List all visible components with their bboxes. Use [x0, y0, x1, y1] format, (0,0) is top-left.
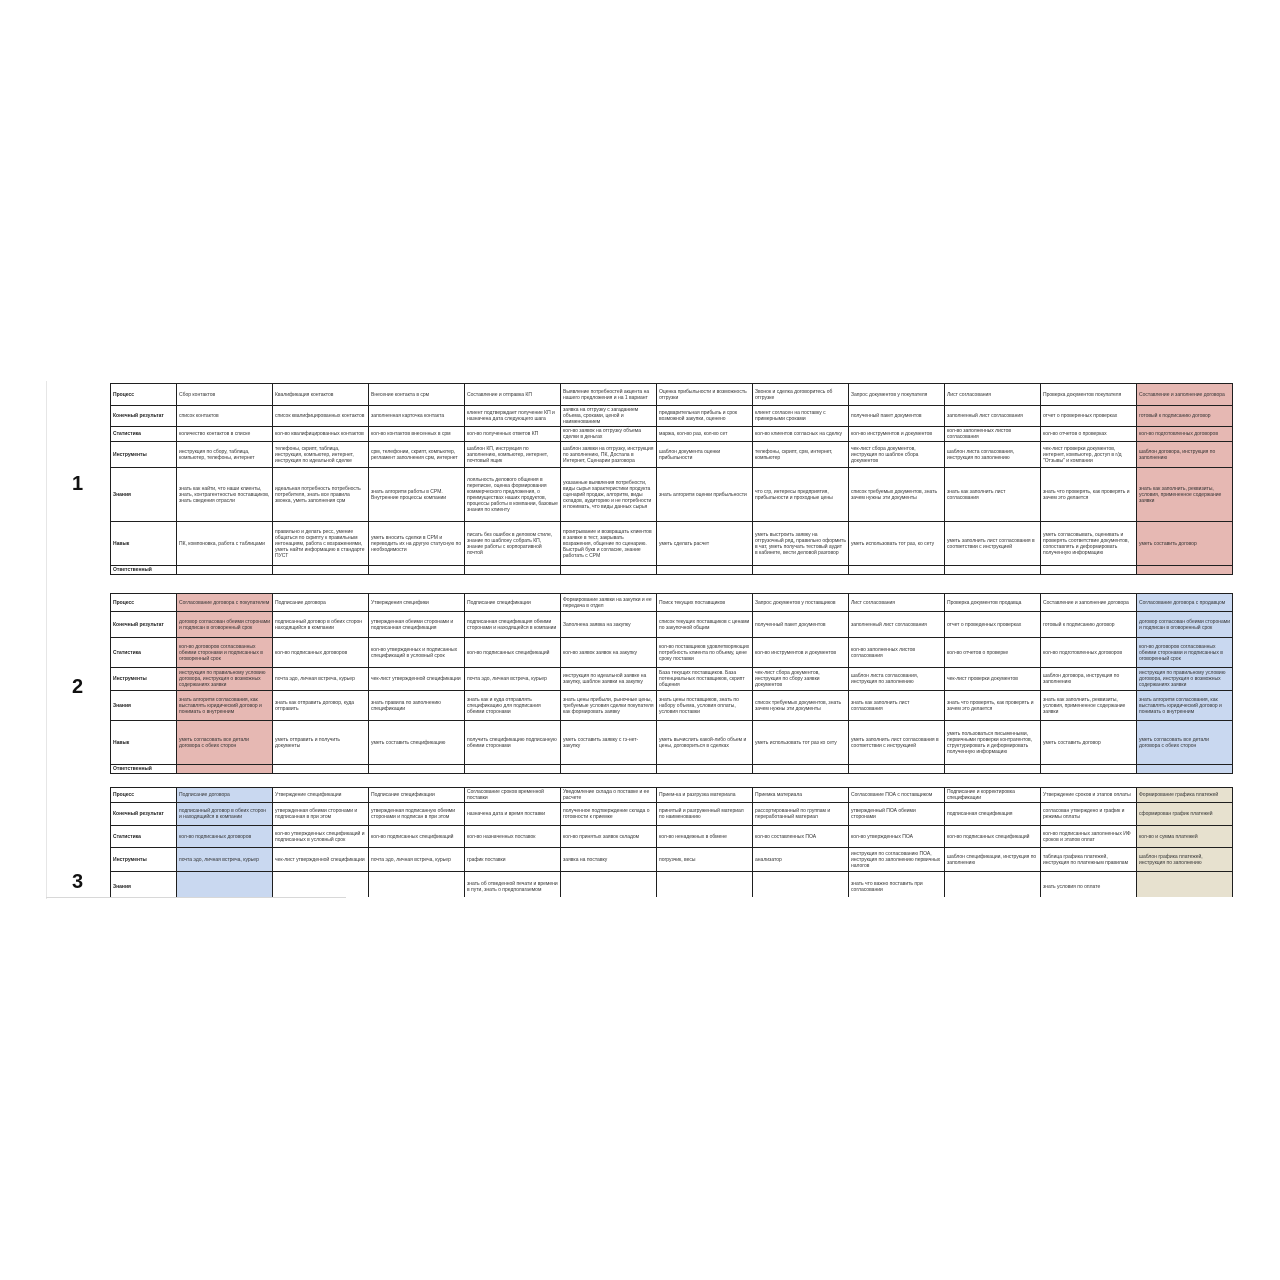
table-row [111, 826, 1233, 848]
table-cell[interactable]: знать как заполнить, реквизиты, условия, примененное содержание заявки [1041, 691, 1137, 721]
table-cell[interactable]: утвержденная подписанную обеими сторонами и подписан в при этом [369, 803, 465, 826]
table-cell[interactable]: Внесение контакта в срм [369, 384, 465, 406]
table-cell[interactable]: шаблон графика платежей, инструкция по заполнению [1137, 848, 1233, 872]
table-cell[interactable]: уметь согласовать все детали договора с обеих сторон [1137, 721, 1233, 765]
row-label: Знания [111, 872, 177, 898]
table-cell[interactable]: готовый к подписанию договор [1137, 406, 1233, 427]
table-cell[interactable]: почта эдо, личная встреча, курьер [465, 668, 561, 691]
row-label: Процесс [111, 384, 177, 406]
table-cell[interactable]: уметь заполнить лист согласования в соответствии с инструкцией [945, 522, 1041, 566]
table-cell[interactable]: уметь согласовать все детали договора с обеих сторон [177, 721, 273, 765]
table-cell[interactable]: получить спецификацию подписанную обеими сторонами [465, 721, 561, 765]
table-cell[interactable] [177, 566, 273, 575]
table-cell[interactable]: знать условия по оплате [1041, 872, 1137, 898]
table-cell[interactable]: знать цены поставщиков, знать по набору объема, условия оплаты, условия поставки [657, 691, 753, 721]
grid-table [110, 383, 1233, 575]
table-cell[interactable]: уметь согласовывать, оценивать и проверять соответствие документов, сопоставлять и деформировать полученную информацию [1041, 522, 1137, 566]
table-cell[interactable] [561, 872, 657, 898]
table-cell[interactable]: знать цены прибыли, рыночные цены, требуемые условия сделки покупателя как формировать заявку [561, 691, 657, 721]
table-cell[interactable]: уметь составить договор [1137, 522, 1233, 566]
row-number-gutter [46, 381, 109, 899]
table-cell[interactable]: чек-лист сбора документов, инструкция по шаблон сбора документов [849, 442, 945, 468]
row-label: Ответственный [111, 566, 177, 575]
table-cell[interactable]: список контактов [177, 406, 273, 427]
table-row [111, 384, 1233, 406]
table-cell[interactable]: отчет о проверенных проверках [1041, 406, 1137, 427]
table-cell[interactable]: срм, телефонии, скрипт, компьютер, регламент заполнения срм, интернет [369, 442, 465, 468]
table-cell[interactable]: утвержденная обеими сторонами и подписанная в при этом [273, 803, 369, 826]
table-cell[interactable]: телефоны, скрипт, срм, интернет, компьютер [753, 442, 849, 468]
table-cell[interactable]: кол-во утвержденных и подписанных спецификаций в условный срок [369, 638, 465, 668]
table-cell[interactable]: кол-во и сумма платежей [1137, 826, 1233, 848]
row-label: Навык [111, 721, 177, 765]
table-cell[interactable]: знать как заполнить лист согласования [945, 468, 1041, 522]
table-cell[interactable]: знать как заполнить, реквизиты, условия, примененное содержание заявки [1137, 468, 1233, 522]
table-cell[interactable]: кол-во отчетов о проверках [1041, 427, 1137, 442]
table-cell[interactable]: почта эдо, личная встреча, курьер [273, 668, 369, 691]
table-cell[interactable]: готовый к подписанию договор [1041, 612, 1137, 638]
table-cell[interactable]: чек-лист утвержденной спецификации [273, 848, 369, 872]
table-row [111, 522, 1233, 566]
table-cell[interactable]: рассортированный по группам и переработанный материал [753, 803, 849, 826]
table-cell[interactable]: договор согласован обеими сторонами и подписан в оговоренный срок [177, 612, 273, 638]
table-cell[interactable] [657, 566, 753, 575]
table-row [111, 788, 1233, 803]
table-cell[interactable]: шаблон заявки на отгрузку, инструкция по заполнению, ПК, Достала в Интернет, Сценарии разговора [561, 442, 657, 468]
table-cell[interactable]: кол-во клиентов согласных на сделку [753, 427, 849, 442]
table-cell[interactable]: Запрос документов у поставщиков [753, 594, 849, 612]
table-cell[interactable]: знать как отправить договор, куда отправить [273, 691, 369, 721]
table-cell[interactable]: чек-лист сбора документов, инструкция по сбору заявки документов [753, 668, 849, 691]
table-cell[interactable] [849, 765, 945, 774]
table-cell[interactable]: Согласование ПОА с поставщиком [849, 788, 945, 803]
table-cell[interactable]: Проверка документов покупателя [1041, 384, 1137, 406]
table-cell[interactable]: Составление и заполнение договора [1041, 594, 1137, 612]
table-cell[interactable]: полученный пакет документов [849, 406, 945, 427]
table-cell[interactable]: шаблон листа согласования, инструкция по заполнению [945, 442, 1041, 468]
table-cell[interactable] [1041, 765, 1137, 774]
table-cell[interactable]: инструкция по согласованию ПОА, инструкция по заполнению первичных налогов [849, 848, 945, 872]
table-cell[interactable]: кол-во подготовленных договоров [1041, 638, 1137, 668]
table-cell[interactable]: чек-лист проверки документов [945, 668, 1041, 691]
table-cell[interactable]: почта эдо, личная встреча, курьер [369, 848, 465, 872]
table-row [111, 442, 1233, 468]
table-cell[interactable]: Подписание спецификации [369, 788, 465, 803]
table-cell[interactable]: график поставки [465, 848, 561, 872]
table-cell[interactable]: кол-во подписанных спецификаций [465, 638, 561, 668]
table-cell[interactable]: знать об отведенной печати и времени в пути, знать о предполагаемом [465, 872, 561, 898]
table-cell[interactable]: маржа, кол-во раз, кол-во сет [657, 427, 753, 442]
table-cell[interactable]: кол-во подписанных спецификаций [369, 826, 465, 848]
table-cell[interactable]: Оценка прибыльности и возможность отгрузки [657, 384, 753, 406]
table-cell[interactable]: указанные выявления потребности, виды сырья характеристики продукта сценарий продаж, алгоритм, виды складов, аудиторию и не потребности и понимать, что виды данных сырья [561, 468, 657, 522]
table-cell[interactable] [177, 765, 273, 774]
table-cell[interactable]: знать алгоритм работы в CPM. Внутренние процессы компании [369, 468, 465, 522]
table-cell[interactable] [1041, 566, 1137, 575]
table-cell[interactable]: уметь составить спецификацию [369, 721, 465, 765]
grid-table [110, 593, 1233, 774]
table-cell[interactable]: кол-во инструментов и документов [753, 638, 849, 668]
table-cell[interactable]: Запрос документов у покупателя [849, 384, 945, 406]
row-label: Статистика [111, 427, 177, 442]
table-cell[interactable]: предварительная прибыль и срок возможной закупки, оценено [657, 406, 753, 427]
table-cell[interactable] [369, 765, 465, 774]
table-cell[interactable]: принятый и разгруженный материал по наименованию [657, 803, 753, 826]
table-cell[interactable] [945, 765, 1041, 774]
table-cell[interactable]: знать правила по заполнению спецификации [369, 691, 465, 721]
table-cell[interactable]: уметь сделать расчет [657, 522, 753, 566]
table-cell[interactable]: уметь отправить и получить документы [273, 721, 369, 765]
table-cell[interactable]: сформирован график платежей [1137, 803, 1233, 826]
table-cell[interactable]: Согласование договора с продавцом [1137, 594, 1233, 612]
table-cell[interactable]: шаблон спецификации, инструкция по заполнению [945, 848, 1041, 872]
table-cell[interactable]: уметь вносить сделки в СРМ и переводить их на другую статусную по необходимости [369, 522, 465, 566]
table-cell[interactable] [849, 566, 945, 575]
table-cell[interactable] [465, 765, 561, 774]
table-cell[interactable]: список текущих поставщиков с ценами по закупочной общим [657, 612, 753, 638]
table-cell[interactable]: Утверждение сроков и этапов оплаты [1041, 788, 1137, 803]
row-label: Конечный результат [111, 803, 177, 826]
table-cell[interactable]: Согласование договора с покупателем [177, 594, 273, 612]
table-row [111, 803, 1233, 826]
table-cell[interactable]: правильно и делать ресс, умение общаться по скрипту к правильным интонациям, работа с возражениями, уметь найти информацию в стандарте ПУСТ [273, 522, 369, 566]
table-cell[interactable]: Звонок и сделка договоритесь об отгрузке [753, 384, 849, 406]
table-cell[interactable]: Приемка материала [753, 788, 849, 803]
table-cell[interactable]: Прием-ка и разгрузка материала [657, 788, 753, 803]
table-cell[interactable]: Квалификация контактов [273, 384, 369, 406]
table-cell[interactable] [1137, 566, 1233, 575]
table-cell[interactable]: уметь использовать тот раз, ко сету [849, 522, 945, 566]
process-table-3 [110, 787, 1233, 897]
table-cell[interactable]: Формирование заявки на закупки и ее передача в отдел [561, 594, 657, 612]
sheet-bottom-edge [46, 897, 346, 898]
row-label: Статистика [111, 826, 177, 848]
table-cell[interactable] [273, 872, 369, 898]
table-cell[interactable] [657, 765, 753, 774]
table-cell[interactable]: шаблон документа оценки прибыльности [657, 442, 753, 468]
table-cell[interactable]: кол-во составленных ПОА [753, 826, 849, 848]
table-cell[interactable]: инструкция по правильному условию договора, инструкция о возможных содержаниях заявки [177, 668, 273, 691]
table-cell[interactable]: шаблон листа согласования, инструкция по заполнению [849, 668, 945, 691]
process-table-2 [110, 593, 1233, 774]
table-cell[interactable] [945, 566, 1041, 575]
block-number-2: 2 [72, 676, 84, 698]
table-row [111, 468, 1233, 522]
table-cell[interactable]: уметь вычислить какой-либо объем и цены, договориться в сделках [657, 721, 753, 765]
table-cell[interactable] [465, 566, 561, 575]
table-cell[interactable]: кол-во инструментов и документов [849, 427, 945, 442]
table-cell[interactable]: список требуемых документов, знать зачем нужны эти документы [849, 468, 945, 522]
table-cell[interactable] [753, 765, 849, 774]
row-label: Конечный результат [111, 612, 177, 638]
table-cell[interactable]: Лист согласования [849, 594, 945, 612]
table-cell[interactable]: подписанный договор в обеих сторон и находящийся в компании [177, 803, 273, 826]
table-cell[interactable]: договор согласован обеими сторонами и подписан в оговоренный срок [1137, 612, 1233, 638]
row-label: Инструменты [111, 442, 177, 468]
table-row [111, 668, 1233, 691]
table-cell[interactable]: шаблон договора, инструкция по заполнению [1041, 668, 1137, 691]
table-cell[interactable]: кол-во заявок заявок на закупку [561, 638, 657, 668]
table-cell[interactable] [1137, 872, 1233, 898]
table-cell[interactable]: инструкция по правильному условию договора, инструкция о возможных содержаниях заявки [1137, 668, 1233, 691]
table-cell[interactable]: Лист согласования [945, 384, 1041, 406]
table-cell[interactable] [945, 872, 1041, 898]
table-cell[interactable]: Подписание и корректировка спецификации [945, 788, 1041, 803]
table-cell[interactable]: заполненный лист согласования [849, 612, 945, 638]
table-cell[interactable]: кол-во подписанных заполненных ИФ сроков и этапов оплат [1041, 826, 1137, 848]
table-cell[interactable]: почта эдо, личная встреча, курьер [177, 848, 273, 872]
table-cell[interactable]: кол-во ненадежных в обмене [657, 826, 753, 848]
table-cell[interactable]: знать алгоритм согласования, как выставлять юридический договор и понимать о внутренним [177, 691, 273, 721]
table-cell[interactable]: уметь выстроить заявку на отгрузочный ряд, правильно оформить в чат, уметь получать тестовый аудит в кабинете, вести деловой разговор [753, 522, 849, 566]
table-row [111, 765, 1233, 774]
table-cell[interactable]: клиент согласен на поставку с примерными сроками [753, 406, 849, 427]
table-cell[interactable] [369, 566, 465, 575]
table-cell[interactable]: заявка на поставку [561, 848, 657, 872]
table-cell[interactable]: Проверка документов продавца [945, 594, 1041, 612]
table-cell[interactable]: полученный пакет документов [753, 612, 849, 638]
table-cell[interactable]: заявка на отгрузку с загаданием объема, сроками, ценой и наименованием [561, 406, 657, 427]
row-label: Инструменты [111, 848, 177, 872]
table-cell[interactable]: кол-во договоров согласованных обеими сторонами и подписанных в оговоренный срок [1137, 638, 1233, 668]
table-cell[interactable]: кол-во полученных ответов КП [465, 427, 561, 442]
row-label: Знания [111, 468, 177, 522]
table-cell[interactable]: утвержденный ПОА обеими сторонами [849, 803, 945, 826]
table-cell[interactable]: лояльность делового общения в переписке, оценка формирования коммерческого предложения, о преимуществах наших продуктов, процессы работы в компании, базовые знания по клиенту [465, 468, 561, 522]
table-row [111, 638, 1233, 668]
process-table-1 [110, 383, 1233, 575]
table-cell[interactable]: кол-во заполненных листов согласования [945, 427, 1041, 442]
table-cell[interactable]: кол-во поставщиков удовлетворяющих потребность клиента по объему, цене сроку поставки [657, 638, 753, 668]
table-cell[interactable] [753, 872, 849, 898]
table-cell[interactable] [177, 872, 273, 898]
table-cell[interactable]: подписанный договор в обеих сторон находящийся в компании [273, 612, 369, 638]
table-cell[interactable]: Формирование графика платежей [1137, 788, 1233, 803]
table-cell[interactable]: писать без ошибок в деловом стиле, знание по шаблону собрать КП, знание работы с корпоративной почтой [465, 522, 561, 566]
grid-table [110, 787, 1233, 897]
table-cell[interactable] [657, 872, 753, 898]
table-cell[interactable]: заполненная карточка контакта [369, 406, 465, 427]
table-cell[interactable] [273, 765, 369, 774]
table-cell[interactable]: кол-во квалифицированных контактов [273, 427, 369, 442]
table-cell[interactable]: идеальная потребность потребность потребителя, знать все правила звонка, уметь заполнения срм [273, 468, 369, 522]
table-row [111, 872, 1233, 898]
table-cell[interactable] [561, 566, 657, 575]
row-label: Ответственный [111, 765, 177, 774]
table-cell[interactable]: кол-во подписанных спецификаций [945, 826, 1041, 848]
table-row [111, 612, 1233, 638]
table-cell[interactable] [369, 872, 465, 898]
table-cell[interactable]: Составление и заполнение договора [1137, 384, 1233, 406]
table-cell[interactable]: телефоны, скрипт, таблица, инструкция, компьютер, интернет, инструкция по идеальной сделке [273, 442, 369, 468]
row-label: Навык [111, 522, 177, 566]
table-row [111, 848, 1233, 872]
table-cell[interactable] [1137, 765, 1233, 774]
table-cell[interactable]: знать как найти, что наши клиенты, знать, контрагентностью поставщиков, знать сведения отрасли [177, 468, 273, 522]
table-cell[interactable]: кол-во подписанных договоров [177, 826, 273, 848]
table-row [111, 427, 1233, 442]
table-cell[interactable]: ПК, компоновка, работа с таблицами [177, 522, 273, 566]
table-cell[interactable]: клиент подтверждает получение КП и назначена дата следующего шага [465, 406, 561, 427]
table-cell[interactable]: База текущих поставщиков. База потенциальных поставщиков, скрипт общения [657, 668, 753, 691]
row-label: Статистика [111, 638, 177, 668]
row-label: Знания [111, 691, 177, 721]
row-label: Конечный результат [111, 406, 177, 427]
table-cell[interactable]: уметь составить договор [1041, 721, 1137, 765]
row-label: Процесс [111, 788, 177, 803]
table-cell[interactable]: Подписание договора [177, 788, 273, 803]
table-cell[interactable]: Согласование сроков временной поставки [465, 788, 561, 803]
block-number-3: 3 [72, 871, 84, 893]
table-cell[interactable]: кол-во подписанных договоров [273, 638, 369, 668]
table-cell[interactable]: количество контактов в списке [177, 427, 273, 442]
row-label: Инструменты [111, 668, 177, 691]
table-cell[interactable]: Составление и отправка КП [465, 384, 561, 406]
table-cell[interactable]: погрузчик, весы [657, 848, 753, 872]
table-cell[interactable]: список квалифицированных контактов [273, 406, 369, 427]
table-cell[interactable]: знать как и куда отправлять спецификацию для подписания обеими сторонами [465, 691, 561, 721]
table-cell[interactable]: таблица графика платежей, инструкция по платежным правилам [1041, 848, 1137, 872]
table-cell[interactable]: Поиск текущих поставщиков [657, 594, 753, 612]
table-cell[interactable]: Сбор контактов [177, 384, 273, 406]
table-row [111, 594, 1233, 612]
table-cell[interactable]: согласован утверждено и график и режимы оплаты [1041, 803, 1137, 826]
table-cell[interactable]: уметь пользоваться письменными, первичными проверки контрагентов, структурировать и деформировать полученную информацию [945, 721, 1041, 765]
table-cell[interactable]: знать как заполнить лист согласования [849, 691, 945, 721]
table-cell[interactable]: кол-во заявок на отгрузку объема сделки в деньгах [561, 427, 657, 442]
table-cell[interactable]: Утверждения специфики [369, 594, 465, 612]
table-cell[interactable]: кол-во утвержденных ПОА [849, 826, 945, 848]
table-row [111, 691, 1233, 721]
table-cell[interactable] [753, 566, 849, 575]
table-row [111, 721, 1233, 765]
table-cell[interactable]: кол-во заполненных листов согласования [849, 638, 945, 668]
table-cell[interactable]: что сгр, интересы предприятия, прибыльности и проходные цены [753, 468, 849, 522]
table-cell[interactable]: Заполнена заявка на закупку [561, 612, 657, 638]
table-cell[interactable]: список требуемых документов, знать зачем нужны эти документы [753, 691, 849, 721]
table-cell[interactable]: кол-во назначенных поставок [465, 826, 561, 848]
table-cell[interactable]: знать алгоритм оценки прибыльности [657, 468, 753, 522]
table-cell[interactable]: уметь использовать тот раз ко сету [753, 721, 849, 765]
table-cell[interactable]: Утверждение спецификации [273, 788, 369, 803]
table-cell[interactable]: шаблон КП, инструкция по заполнению, компьютер, интернет, почтовый ящик [465, 442, 561, 468]
table-cell[interactable]: назначена дата и время поставки [465, 803, 561, 826]
table-cell[interactable]: инструкция по сбору, таблица, компьютер, телефоны, интернет [177, 442, 273, 468]
table-cell[interactable]: Выявление потребностей акцента на нашего предложения и на 1 вариант [561, 384, 657, 406]
table-cell[interactable]: анализатор [753, 848, 849, 872]
table-cell[interactable]: шаблон договора, инструкция по заполнению [1137, 442, 1233, 468]
table-cell[interactable]: кол-во принятых заявок складом [561, 826, 657, 848]
table-cell[interactable]: уметь составить заявку с гэ-нет-закупку [561, 721, 657, 765]
table-cell[interactable]: кол-во контактов внесенных в срм [369, 427, 465, 442]
table-cell[interactable]: чек-лист утвержденной спецификации [369, 668, 465, 691]
table-cell[interactable]: знать что важно поставить при согласовании [849, 872, 945, 898]
table-cell[interactable]: утвержденная обеими сторонами и подписанная спецификация [369, 612, 465, 638]
table-cell[interactable]: отчет о проведенных проверках [945, 612, 1041, 638]
table-cell[interactable]: Уведомление склада о поставке и ее расчете [561, 788, 657, 803]
table-cell[interactable]: кол-во утвержденных спецификаций и подписанных в условный срок [273, 826, 369, 848]
table-cell[interactable]: знать что проверять, как проверять и зачем это делается [1041, 468, 1137, 522]
table-row [111, 566, 1233, 575]
table-cell[interactable]: чек-лист проверки документов, интернет, компьютер, доступ в г/д "Отзывы" и компании [1041, 442, 1137, 468]
table-cell[interactable]: знать что проверять, как проверять и зачем это делается [945, 691, 1041, 721]
table-cell[interactable]: Подписание договора [273, 594, 369, 612]
table-cell[interactable]: знать алгоритм согласования, как выставлять юридический договор и понимать о внутренним [1137, 691, 1233, 721]
table-cell[interactable]: уметь заполнить лист согласования в соответствии с инструкцией [849, 721, 945, 765]
row-label: Процесс [111, 594, 177, 612]
table-cell[interactable]: проигрывание и возвращать клиентов в заявке в тест, закрывать возражения, общение по сценарию. Быстрый букв и согласие, знание работать с СРМ [561, 522, 657, 566]
table-cell[interactable] [273, 566, 369, 575]
table-cell[interactable]: инструкция по идеальной заявке на закупку, шаблон заявки на закупку [561, 668, 657, 691]
table-cell[interactable]: Подписание спецификации [465, 594, 561, 612]
table-cell[interactable]: заполненный лист согласования [945, 406, 1041, 427]
table-cell[interactable]: подписанная спецификация обеими сторонами и находящейся в компании [465, 612, 561, 638]
table-cell[interactable]: подписанная спецификация [945, 803, 1041, 826]
table-cell[interactable]: кол-во договоров согласованных обеими сторонами и подписанных в оговоренный срок [177, 638, 273, 668]
block-number-1: 1 [72, 473, 84, 495]
table-cell[interactable]: полученное подтверждение склада о готовности к приемке [561, 803, 657, 826]
table-row [111, 406, 1233, 427]
table-cell[interactable] [561, 765, 657, 774]
table-cell[interactable]: кол-во отчетов о проверке [945, 638, 1041, 668]
table-cell[interactable]: кол-во подготовленных договоров [1137, 427, 1233, 442]
